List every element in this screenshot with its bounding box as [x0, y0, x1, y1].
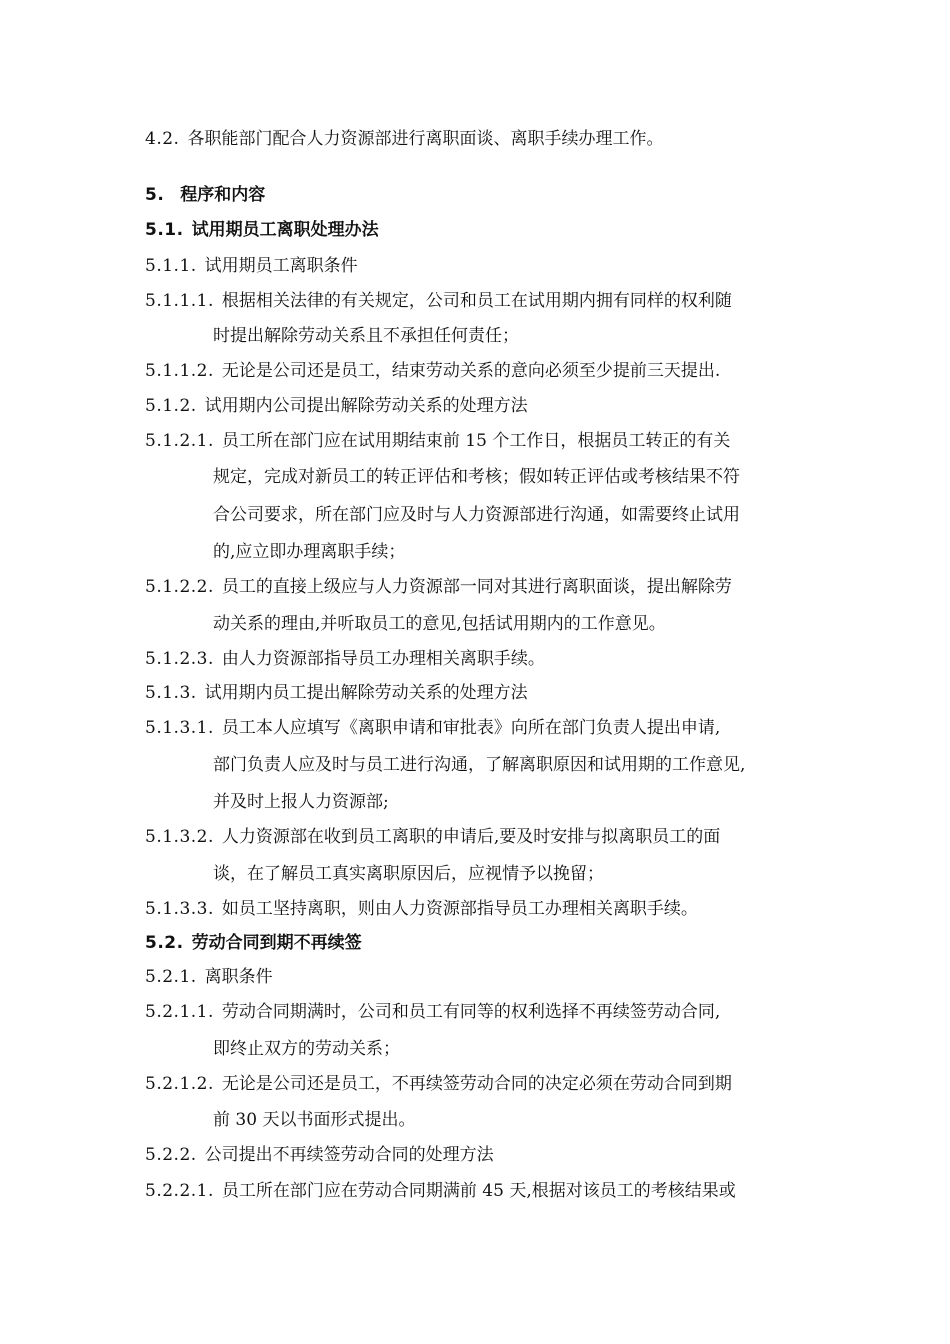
clause-continuation: [213, 504, 740, 526]
clause-continuation: [213, 466, 740, 488]
clause-text: 的,应立即办理离职手续；: [213, 542, 406, 562]
clause-5-1-3-3: [145, 898, 698, 920]
clause-4-2: [145, 128, 663, 150]
clause-number: 5.2.2.1.: [145, 1181, 214, 1201]
clause-5-2-2-1: [145, 1180, 736, 1202]
clause-text: 员工本人应填写《离职申请和审批表》向所在部门负责人提出申请,: [221, 718, 721, 738]
clause-5-1-1-2: [145, 360, 720, 382]
clause-text: 规定，完成对新员工的转正评估和考核；假如转正评估或考核结果不符: [213, 467, 740, 487]
clause-text: 离职条件: [204, 967, 273, 987]
clause-continuation: [213, 613, 666, 635]
clause-continuation: [213, 791, 389, 813]
clause-continuation: [213, 325, 519, 347]
clause-text: 各职能部门配合人力资源部进行离职面谈、离职手续办理工作。: [187, 129, 664, 149]
clause-text: 如员工坚持离职，则由人力资源部指导员工办理相关离职手续。: [221, 899, 698, 919]
clause-number: 5.1.1.2.: [145, 361, 214, 381]
clause-number: 5.2.1.1.: [145, 1002, 214, 1022]
clause-number: 5.1.2.: [145, 396, 197, 416]
clause-text: 试用期内员工提出解除劳动关系的处理方法: [204, 683, 528, 703]
clause-text: 前 30 天以书面形式提出。: [213, 1110, 416, 1130]
clause-number: 5.1.3.1.: [145, 718, 214, 738]
clause-number: 5.1.2.2.: [145, 577, 214, 597]
clause-text: 员工的直接上级应与人力资源部一同对其进行离职面谈，提出解除劳: [221, 577, 732, 597]
clause-number: 5.2.2.: [145, 1145, 197, 1165]
clause-5-2-1-2: [145, 1073, 732, 1095]
clause-continuation: [213, 863, 604, 885]
clause-5-1-1-1: [145, 290, 732, 312]
clause-number: 5.2.1.: [145, 967, 197, 987]
clause-5-2-2: [145, 1144, 494, 1166]
section-heading-5-2: [145, 932, 362, 954]
clause-number: 5.2.1.2.: [145, 1074, 214, 1094]
clause-continuation: [213, 1109, 415, 1131]
clause-5-1-1: [145, 255, 358, 277]
clause-text: 公司提出不再续签劳动合同的处理方法: [204, 1145, 494, 1165]
clause-number: 5.1.3.: [145, 683, 197, 703]
clause-text: 合公司要求，所在部门应及时与人力资源部进行沟通，如需要终止试用: [213, 505, 740, 525]
clause-continuation: [213, 541, 405, 563]
clause-number: 4.2.: [145, 129, 180, 149]
clause-5-2-1-1: [145, 1001, 720, 1023]
clause-text: 试用期内公司提出解除劳动关系的处理方法: [204, 396, 528, 416]
clause-text: 试用期员工离职条件: [204, 256, 358, 276]
section-number: 5.2.: [145, 933, 184, 953]
clause-text: 即终止双方的劳动关系；: [213, 1039, 400, 1059]
clause-5-1-2: [145, 395, 528, 417]
clause-text: 部门负责人应及时与员工进行沟通，了解离职原因和试用期的工作意见,: [213, 755, 746, 775]
section-number: 5.1.: [145, 220, 184, 240]
clause-text: 根据相关法律的有关规定，公司和员工在试用期内拥有同样的权利随: [221, 291, 732, 311]
clause-text: 动关系的理由,并听取员工的意见,包括试用期内的工作意见。: [213, 614, 666, 634]
clause-continuation: [213, 754, 745, 776]
section-title: 程序和内容: [180, 185, 266, 205]
clause-5-1-3-2: [145, 826, 720, 848]
section-heading-5: [145, 184, 265, 206]
clause-number: 5.1.3.2.: [145, 827, 214, 847]
clause-5-1-3: [145, 682, 528, 704]
clause-text: 无论是公司还是员工，结束劳动关系的意向必须至少提前三天提出.: [221, 361, 721, 381]
section-number: 5.: [145, 185, 165, 205]
clause-5-2-1: [145, 966, 273, 988]
clause-5-1-2-2: [145, 576, 732, 598]
clause-continuation: [213, 1038, 400, 1060]
clause-text: 员工所在部门应在试用期结束前 15 个工作日，根据员工转正的有关: [221, 431, 731, 451]
clause-number: 5.1.3.3.: [145, 899, 214, 919]
section-title: 劳动合同到期不再续签: [191, 933, 362, 953]
clause-number: 5.1.2.1.: [145, 431, 214, 451]
section-title: 试用期员工离职处理办法: [191, 220, 379, 240]
clause-text: 谈，在了解员工真实离职原因后，应视情予以挽留；: [213, 864, 604, 884]
clause-5-1-2-3: [145, 648, 545, 670]
section-heading-5-1: [145, 219, 379, 241]
clause-text: 时提出解除劳动关系且不承担任何责任；: [213, 326, 519, 346]
clause-text: 并及时上报人力资源部;: [213, 792, 389, 812]
clause-text: 劳动合同期满时，公司和员工有同等的权利选择不再续签劳动合同,: [221, 1002, 721, 1022]
clause-5-1-3-1: [145, 717, 720, 739]
clause-number: 5.1.1.: [145, 256, 197, 276]
clause-5-1-2-1: [145, 430, 730, 452]
clause-text: 员工所在部门应在劳动合同期满前 45 天,根据对该员工的考核结果或: [221, 1181, 736, 1201]
clause-text: 无论是公司还是员工，不再续签劳动合同的决定必须在劳动合同到期: [221, 1074, 732, 1094]
clause-number: 5.1.1.1.: [145, 291, 214, 311]
clause-text: 人力资源部在收到员工离职的申请后,要及时安排与拟离职员工的面: [221, 827, 721, 847]
clause-number: 5.1.2.3.: [145, 649, 214, 669]
clause-text: 由人力资源部指导员工办理相关离职手续。: [221, 649, 545, 669]
